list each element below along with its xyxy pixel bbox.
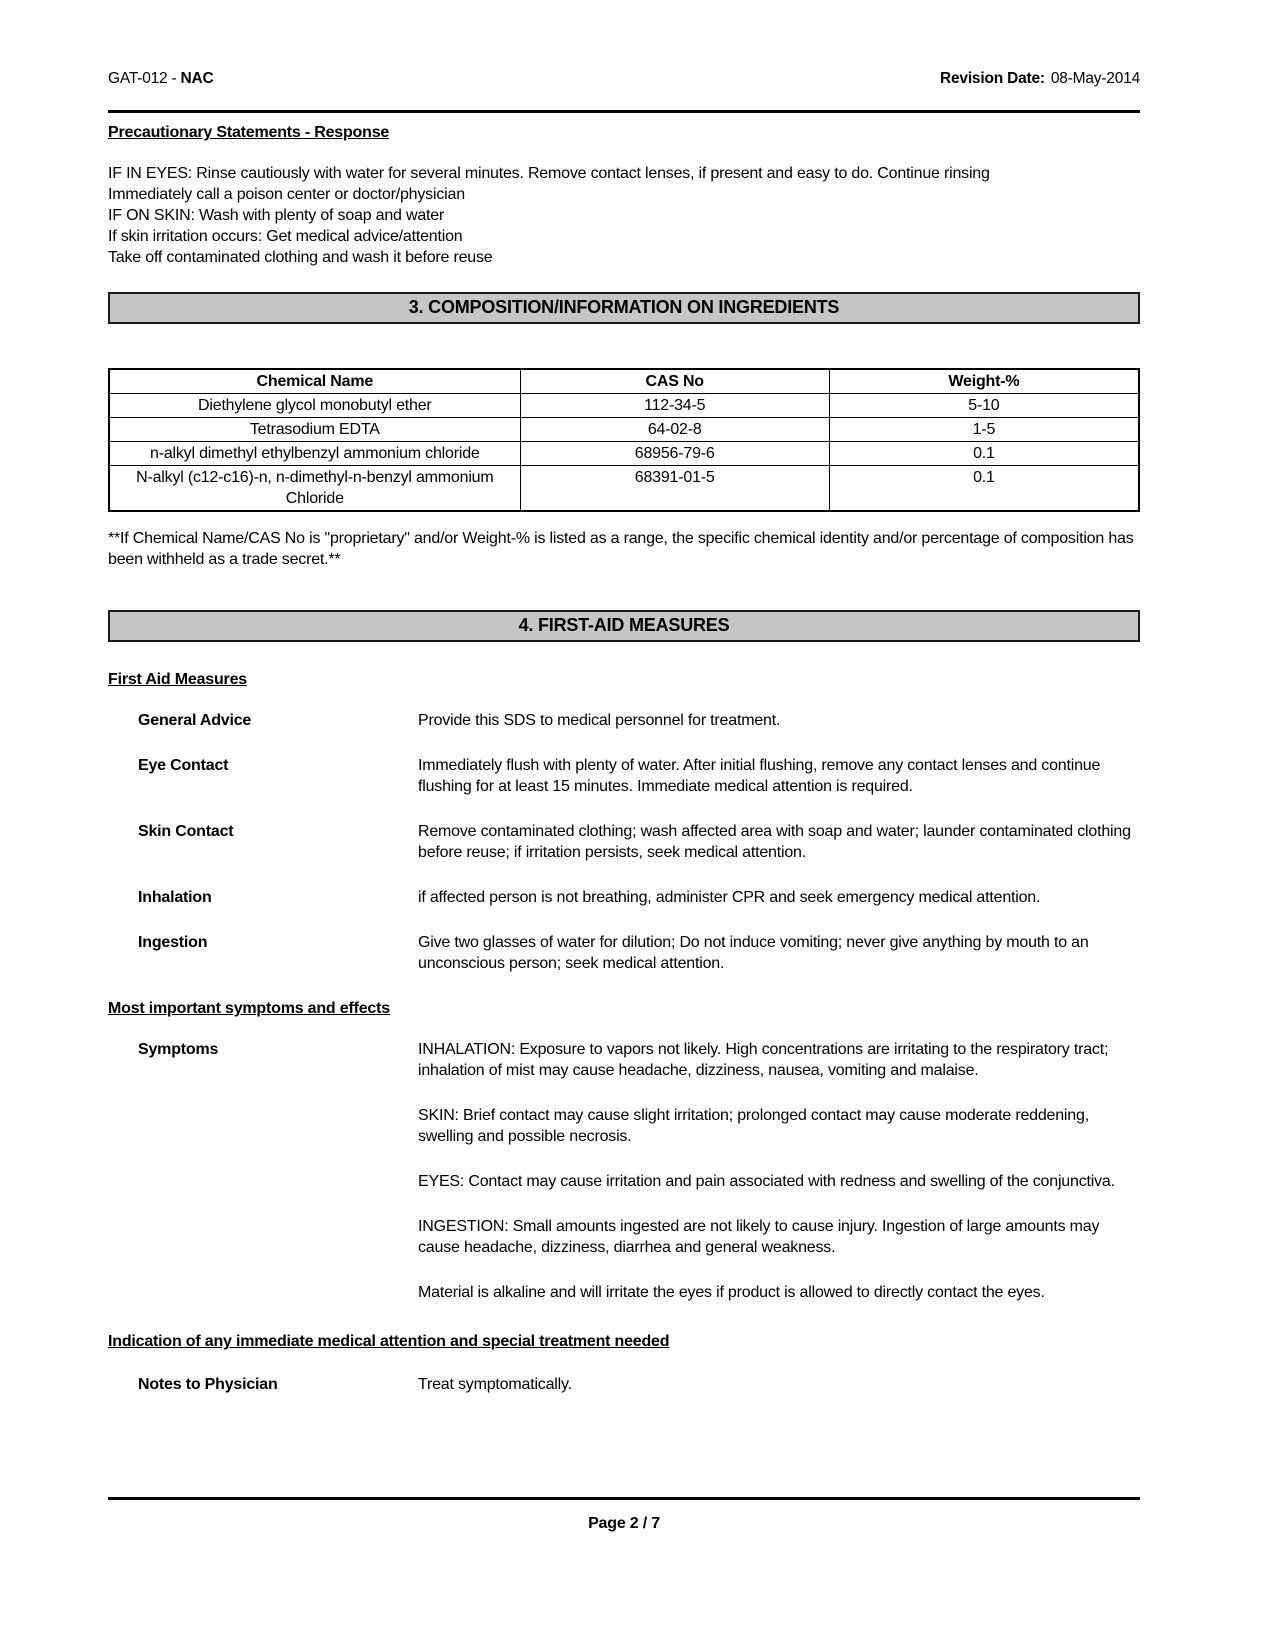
item-label: General Advice bbox=[138, 712, 252, 729]
table-row bbox=[109, 466, 1139, 512]
first-aid-item-ingestion bbox=[108, 932, 1140, 974]
doc-id-separator: - bbox=[171, 70, 177, 87]
document-code bbox=[108, 68, 213, 89]
statement-line: IF IN EYES: Rinse cautiously with water for several minutes. Remove contact lenses, if present and easy to do. Continue rinsing bbox=[108, 165, 990, 182]
symptoms-label: Symptoms bbox=[138, 1041, 219, 1058]
precautionary-response-heading: Precautionary Statements - Response bbox=[108, 124, 390, 141]
item-text: Treat symptomatically. bbox=[418, 1376, 572, 1393]
statement-line: Immediately call a poison center or doctor/physician bbox=[108, 186, 465, 203]
symptoms-paragraph-ingestion: INGESTION: Small amounts ingested are not likely to cause injury. Ingestion of large amounts may cause headache, dizziness, diarrhea and general weakness. bbox=[418, 1218, 1100, 1256]
cell-weight-percent: 1-5 bbox=[829, 418, 1139, 442]
first-aid-item-skin-contact bbox=[108, 821, 1140, 863]
cell-weight-percent: 0.1 bbox=[829, 442, 1139, 466]
cell-cas-no: 68956-79-6 bbox=[520, 442, 829, 466]
section-4-first-aid-header: 4. FIRST-AID MEASURES bbox=[108, 610, 1140, 642]
statement-line: Take off contaminated clothing and wash it before reuse bbox=[108, 249, 493, 266]
table-row bbox=[109, 418, 1139, 442]
item-label: Skin Contact bbox=[138, 823, 234, 840]
cell-cas-no: 64-02-8 bbox=[520, 418, 829, 442]
ingredients-table bbox=[108, 368, 1140, 512]
item-label: Inhalation bbox=[138, 889, 212, 906]
ingredients-table-header-row bbox=[109, 369, 1139, 394]
item-text: Immediately flush with plenty of water. After initial flushing, remove any contact lenses and continue flushing for at least 15 minutes. Immediate medical attention is required. bbox=[418, 757, 1101, 795]
cell-cas-no: 68391-01-5 bbox=[520, 466, 829, 512]
footer-rule bbox=[108, 1497, 1140, 1500]
revision-date-label: Revision Date: bbox=[939, 70, 1045, 87]
column-header-weight-percent: Weight-% bbox=[829, 369, 1139, 394]
indication-medical-attention-heading: Indication of any immediate medical attention and special treatment needed bbox=[108, 1333, 670, 1350]
doc-name: NAC bbox=[180, 70, 214, 87]
first-aid-measures-heading: First Aid Measures bbox=[108, 671, 247, 688]
cell-chemical-name: Tetrasodium EDTA bbox=[109, 418, 520, 442]
first-aid-item-general-advice bbox=[108, 710, 1140, 731]
first-aid-item-eye-contact bbox=[108, 755, 1140, 797]
symptoms-paragraph-alkaline: Material is alkaline and will irritate the eyes if product is allowed to directly contact the eyes. bbox=[418, 1284, 1045, 1301]
cell-cas-no: 112-34-5 bbox=[520, 394, 829, 418]
symptoms-effects-heading: Most important symptoms and effects bbox=[108, 1000, 390, 1017]
doc-id: GAT-012 bbox=[108, 70, 168, 87]
table-row bbox=[109, 394, 1139, 418]
column-header-chemical-name: Chemical Name bbox=[109, 369, 520, 394]
page-number: Page 2 / 7 bbox=[588, 1515, 660, 1532]
symptoms-text bbox=[418, 1039, 1140, 1303]
revision-date-value: 08-May-2014 bbox=[1050, 70, 1140, 87]
header-rule bbox=[108, 110, 1140, 113]
revision-date bbox=[940, 68, 1140, 89]
precautionary-statements bbox=[108, 163, 1140, 268]
item-label: Eye Contact bbox=[138, 757, 229, 774]
cell-chemical-name: n-alkyl dimethyl ethylbenzyl ammonium chloride bbox=[109, 442, 520, 466]
item-text: Provide this SDS to medical personnel for treatment. bbox=[418, 712, 781, 729]
trade-secret-footnote: **If Chemical Name/CAS No is "proprietary" and/or Weight-% is listed as a range, the specific chemical identity and/or percentage of composition has been withheld as a trade secret.** bbox=[108, 530, 1134, 568]
item-label: Ingestion bbox=[138, 934, 208, 951]
table-row bbox=[109, 442, 1139, 466]
cell-weight-percent: 0.1 bbox=[829, 466, 1139, 512]
column-header-cas-no: CAS No bbox=[520, 369, 829, 394]
page-footer bbox=[108, 1497, 1140, 1534]
symptoms-paragraph-inhalation: INHALATION: Exposure to vapors not likely. High concentrations are irritating to the respiratory tract; inhalation of mist may cause headache, dizziness, nausea, vomiting and malaise. bbox=[418, 1041, 1109, 1079]
statement-line: IF ON SKIN: Wash with plenty of soap and water bbox=[108, 207, 445, 224]
symptoms-block bbox=[108, 1039, 1140, 1303]
item-text: if affected person is not breathing, administer CPR and seek emergency medical attention. bbox=[418, 889, 1041, 906]
cell-chemical-name: N-alkyl (c12-c16)-n, n-dimethyl-n-benzyl ammonium Chloride bbox=[109, 466, 520, 512]
page-header bbox=[108, 68, 1140, 89]
notes-to-physician-item bbox=[108, 1374, 1140, 1395]
section-3-composition-header: 3. COMPOSITION/INFORMATION ON INGREDIENTS bbox=[108, 292, 1140, 324]
cell-chemical-name: Diethylene glycol monobutyl ether bbox=[109, 394, 520, 418]
item-text: Remove contaminated clothing; wash affected area with soap and water; launder contaminated clothing before reuse; if irritation persists, seek medical attention. bbox=[418, 823, 1131, 861]
item-text: Give two glasses of water for dilution; Do not induce vomiting; never give anything by mouth to an unconscious person; seek medical attention. bbox=[418, 934, 1089, 972]
item-label: Notes to Physician bbox=[138, 1376, 278, 1393]
cell-weight-percent: 5-10 bbox=[829, 394, 1139, 418]
first-aid-item-inhalation bbox=[108, 887, 1140, 908]
symptoms-paragraph-eyes: EYES: Contact may cause irritation and pain associated with redness and swelling of the conjunctiva. bbox=[418, 1173, 1115, 1190]
symptoms-paragraph-skin: SKIN: Brief contact may cause slight irritation; prolonged contact may cause moderate reddening, swelling and possible necrosis. bbox=[418, 1107, 1089, 1145]
statement-line: If skin irritation occurs: Get medical advice/attention bbox=[108, 228, 463, 245]
first-aid-measures-list bbox=[108, 710, 1140, 974]
